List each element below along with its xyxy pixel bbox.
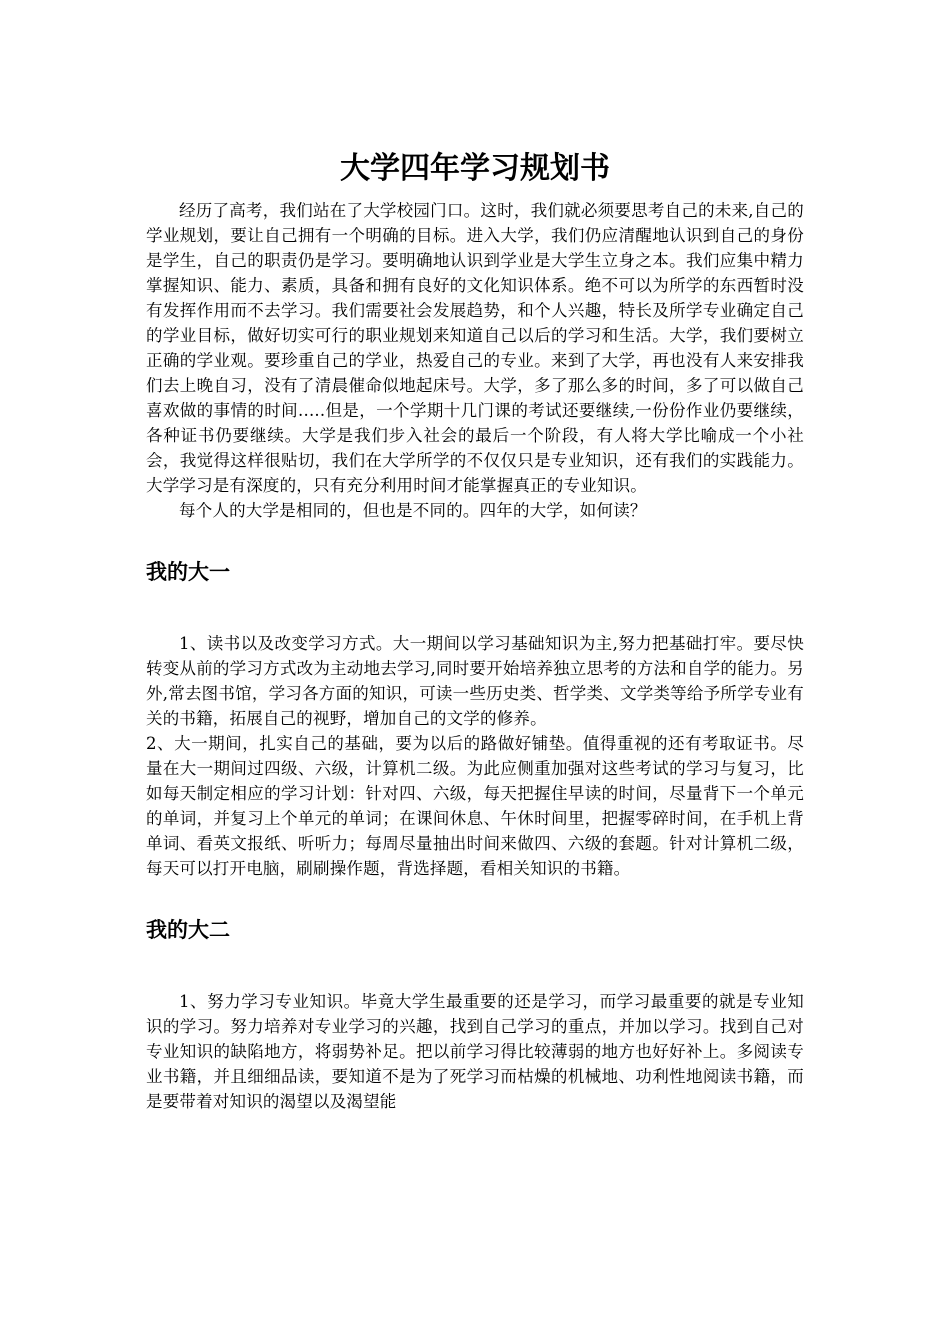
freshman-paragraph-1: 1、读书以及改变学习方式。大一期间以学习基础知识为主,努力把基础打牢。要尽快转变从前的学习方式改为主动地去学习,同时要开始培养独立思考的方法和自学的能力。另外,常去图书馆，学习各方面的知识，可读一些历史类、哲学类、文学类等给予所学专业有关的书籍，拓展自己的视野，增加自己的文学的修养。 xyxy=(146,634,804,728)
spacer xyxy=(146,587,804,631)
document-title: 大学四年学习规划书 xyxy=(340,151,610,186)
document-page xyxy=(146,148,804,1114)
freshman-paragraph-2: 2、大一期间，扎实自己的基础，要为以后的路做好铺垫。值得重视的还有考取证书。尽量在大一期间过四级、六级，计算机二级。为此应侧重加强对这些考试的学习与复习，比如每天制定相应的学习计划：针对四、六级，每天把握住早读的时间，尽量背下一个单元的单词，并复习上个单元的单词；在课间休息、午休时间里，把握零碎时间，在手机上背单词、看英文报纸、听听力；每周尽量抽出时间来做四、六级的套题。针对计算机二级，每天可以打开电脑，刷刷操作题，背选择题，看相关知识的书籍。 xyxy=(146,734,804,878)
section-heading-freshman: 我的大一 xyxy=(146,559,230,584)
spacer xyxy=(146,945,804,989)
sophomore-paragraph-1: 1、努力学习专业知识。毕竟大学生最重要的还是学习，而学习最重要的就是专业知识的学习。努力培养对专业学习的兴趣，找到自己学习的重点，并加以学习。找到自己对专业知识的缺陷地方，将弱势补足。把以前学习得比较薄弱的地方也好好补上。多阅读专业书籍，并且细细品读，要知道不是为了死学习而枯燥的机械地、功利性地阅读书籍，而是要带着对知识的渴望以及渴望能 xyxy=(146,992,804,1111)
intro-paragraph-1: 经历了高考，我们站在了大学校园门口。这时，我们就必须要思考自己的未来,自己的学业规划，要让自己拥有一个明确的目标。进入大学，我们仍应清醒地认识到自己的身份是学生，自己的职责仍是学习。要明确地认识到学业是大学生立身之本。我们应集中精力掌握知识、能力、素质，具备和拥有良好的文化知识体系。绝不可以为所学的东西暂时没有发挥作用而不去学习。我们需要社会发展趋势，和个人兴趣，特长及所学专业确定自己的学业目标，做好切实可行的职业规划来知道自己以后的学习和生活。大学，我们要树立正确的学业观。要珍重自己的学业，热爱自己的专业。来到了大学，再也没有人来安排我们去上晚自习，没有了清晨催命似地起床号。大学，多了那么多的时间，多了可以做自己喜欢做的事情的时间.....但是，一个学期十几门课的考试还要继续,一份份作业仍要继续，各种证书仍要继续。大学是我们步入社会的最后一个阶段，有人将大学比喻成一个小社会，我觉得这样很贴切，我们在大学所学的不仅仅只是专业知识，还有我们的实践能力。大学学习是有深度的，只有充分利用时间才能掌握真正的专业知识。 xyxy=(146,201,804,495)
intro-paragraph-2: 每个人的大学是相同的，但也是不同的。四年的大学，如何读？ xyxy=(179,501,647,520)
section-heading-sophomore: 我的大二 xyxy=(146,917,230,942)
